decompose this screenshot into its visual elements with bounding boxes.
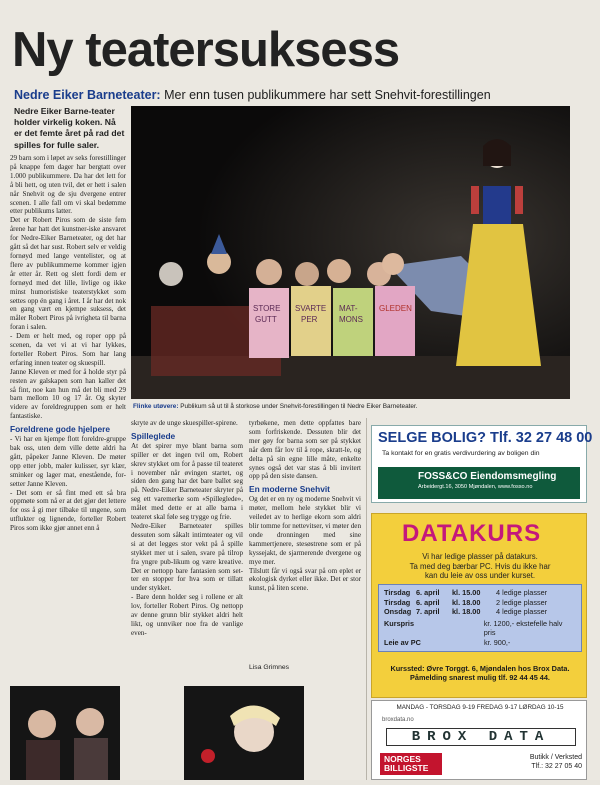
ad-datakurs-title: DATAKURS xyxy=(402,520,542,547)
price-label: Kurspris xyxy=(384,618,415,628)
schedule-time: kl. 18.00 xyxy=(452,607,481,617)
price-value: kr. 1200,- ekstefelle halv pris xyxy=(483,618,563,638)
ad-datakurs-signup: Påmelding snarest mulig tlf. 92 44 45 44. xyxy=(410,673,550,683)
stage-photo xyxy=(131,106,570,399)
schedule-day: Onsdag xyxy=(384,607,412,617)
schedule-seats: 2 ledige plasser xyxy=(496,597,548,607)
ad-brox-contact xyxy=(512,753,582,771)
ad-real-estate-logo xyxy=(378,467,580,499)
col3b-p2: Tilslutt får vi også svar på om eplet er økologisk dyrket eller ikke. Det er stor kunst, på liten scene. xyxy=(249,566,361,593)
col1b-p1: - Vi har en kjempe flott foreldre-gruppe bak oss, uten dem ville dette aldri ha gått, påpeker Janne Kleven. De møter opp etter jobb, maler kulisser, syr klær, sminker og lager mat, enestående, for-setter Janne Kleven. xyxy=(10,435,126,488)
photo-caption xyxy=(133,403,573,410)
article-column-3 xyxy=(249,419,361,593)
column-divider xyxy=(366,418,367,780)
headline: Ny teatersuksess xyxy=(12,23,400,77)
col2b-p1: At det spirer mye blant barna som spiller er det ingen tvil om, Robert skrev stykket om for å passe til teateret i november når øvingen startet, og siden den gang har det bare ballet seg på. Nedre-Eiker Barneteater skryter på seg ett varemerke som «Spilleglede», målet med dette er at alle barna i teateret skal føle seg trygge og frie. xyxy=(131,441,243,522)
ad-brox-hours: MANDAG - TORSDAG 9-19 FREDAG 9-17 LØRDAG 10-15 xyxy=(396,704,564,711)
sign-mat-mons: MAT- xyxy=(339,304,358,313)
bottom-left-photo-illustration xyxy=(10,686,120,780)
svg-text:PER: PER xyxy=(301,315,318,324)
ad-real-estate-brand: FOSS&CO Eiendomsmegling xyxy=(418,471,557,482)
article-column-1 xyxy=(10,154,126,533)
col3b-p1: Og det er en ny og moderne Snehvit vi møter, mellom hele stykket blir vi veiledet av to herlige ekorn som aldri blir tomme for nettevitser, vi møter den onde dronningen med sine kammertjenere, stesøstrene som er på kyssejakt, de sjarmerende dvergene og mye mer. xyxy=(249,495,361,566)
caption-lead: Flinke utøvere: xyxy=(133,403,179,410)
price-row xyxy=(384,619,576,638)
schedule-time: kl. 18.00 xyxy=(452,597,481,607)
ad-real-estate-text: Ta kontakt for en gratis verdivurdering av boligen din xyxy=(382,450,540,457)
schedule-seats: 4 ledige plasser xyxy=(496,588,548,597)
schedule-day: Tirsdag xyxy=(384,588,411,597)
ad-datakurs-intro xyxy=(378,552,582,581)
ad-brox-logo: BROX DATA xyxy=(386,728,576,746)
ad-real-estate[interactable] xyxy=(371,425,593,503)
col3-p1: tyrbøkene, men dette oppfattes bare som forfriskende. Dessuten blir det mer gøy for barna som ser på stykket når dem får lov til å rope, skratt-le, og delta på sin egne lille måte, enkelte synes også det var stas å bli invitert opp på den siste dansen. xyxy=(249,419,361,481)
col1-p2: Det er Robert Piros som de siste fem årene har hatt det kunstner-iske ansvaret for Nedre-Eiker Barneteater, og det har gått så det har sust. Robert selv er veldig fornøyd med lange ventelister, og at flere av publikummerne kommer igjen år etter år. Rett og slett fordi dem er fornøyd med det lille, livlige og ikke minst humoristiske teaterstykket som settes opp én gang i året. I år har det nok en gang vært en kjempe suksess, det måler Robert Piros på ivrigheta til barna foran i salen. xyxy=(10,216,126,332)
article-column-2 xyxy=(131,419,243,638)
schedule-date: 7. april xyxy=(416,607,440,617)
schedule-time: kl. 15.00 xyxy=(452,588,481,597)
col1-p4: Janne Kleven er med for å holde styr på resten av galskapen som han kaller det så fint, noe kan hun må det bli med 29 barn mellom 10 og 17 år. Og skyter videre av foreldregruppen som er helt fantastiske. xyxy=(10,367,126,421)
price-row xyxy=(384,638,576,648)
sign-svarte-per: SVARTE xyxy=(295,304,327,313)
deck: Mer enn tusen publikummere har sett Snehvit-forestillingen xyxy=(164,88,491,102)
ad-real-estate-address: Arbeidergt.16, 3050 Mjøndalen, www.fosso.no xyxy=(418,484,533,490)
col1-heading: Foreldrene gode hjelpere xyxy=(10,424,111,435)
ad-brox-shop: Butikk / Verksted xyxy=(529,754,582,761)
caption-text: Publikum så ut til å storkose under Snehvit-forestillingen til Nedre Eiker Barneteater. xyxy=(180,403,418,410)
schedule-row xyxy=(384,598,576,608)
svg-text:MONS: MONS xyxy=(339,315,363,324)
ad-datakurs-line2: Ta med deg bærbar PC. Hvis du ikke har xyxy=(409,561,551,571)
schedule-day: Tirsdag xyxy=(384,597,411,607)
ad-datakurs-line1: Vi har ledige plasser på datakurs. xyxy=(422,552,538,561)
kicker-line xyxy=(14,88,491,102)
price-label: Leie av PC xyxy=(384,637,421,647)
ad-datakurs-line3: kan du leie av oss under kurset. xyxy=(424,571,536,581)
kicker: Nedre Eiker Barneteater: xyxy=(14,88,161,102)
col3-heading: En moderne Snehvit xyxy=(249,484,330,495)
schedule-row xyxy=(384,588,576,598)
col1b-p2: - Det som er så fint med ett så bra oppmøte som nå er at det gjør det lettere for oss å gi mer tilbake til ungene, som utflukter og lignende, forteller Robert Piros som ikke gjør annet enn å xyxy=(10,488,126,533)
bottom-left-photo xyxy=(10,686,120,780)
ad-brox-url: broxdata.no xyxy=(382,717,414,723)
sign-store-gutt: STORE xyxy=(253,304,281,313)
schedule-date: 6. april xyxy=(416,597,440,607)
bottom-middle-photo-illustration xyxy=(184,686,304,780)
col2-heading: Spilleglede xyxy=(131,430,176,441)
col2-p1: skryte av de unge skuespiller-spirene. xyxy=(131,419,238,427)
sign-gleden: GLEDEN xyxy=(379,304,412,313)
ad-real-estate-headline: SELGE BOLIG? Tlf. 32 27 48 00 xyxy=(378,430,593,446)
schedule-seats: 4 ledige plasser xyxy=(496,607,548,617)
ad-datakurs[interactable] xyxy=(371,513,587,698)
col1-p3: - Dem er helt med, og roper opp på scenen, da vet vi at vi har lykkes, forteller Robert Piros. Som har lang erfaring innen teater og skuespill. xyxy=(10,332,126,367)
ad-brox-phone: Tlf.: 32 27 05 40 xyxy=(531,763,582,770)
col2b-p2: Nedre-Eiker Barneteater spilles dessuten som såkalt intimteater og vil si at det legges stor vekt på å spille stykket mer ut i salen, svare på tilrop fra yngre pub-likum og være kreative. Det er nettopp bare fantasien som set-ter en stopper for hva som er tillatt under stykket. xyxy=(131,521,243,593)
ad-datakurs-footer xyxy=(378,664,582,683)
schedule-date: 6. april xyxy=(416,588,440,597)
ad-datakurs-schedule xyxy=(378,584,582,652)
col2b-p3: - Bare denn holder seg i rollene er alt lov, forteller Robert Piros. Og nettopp av denne grunn blir stykket aldri helt likt, og unnviker noe fra de vanlige even- xyxy=(131,593,243,637)
byline: Lisa Grimnes xyxy=(249,664,290,671)
stage-photo-illustration xyxy=(131,106,570,399)
ad-datakurs-location: Kurssted: Øvre Torggt. 6, Mjøndalen hos Brox Data. xyxy=(390,664,570,673)
col1-p1: 29 barn som i løpet av seks forestillinger på knappe fem dager har bergtatt over 1.000 publikummere. Da har det lett for å bli hett, og uten tvil, det er hett i salen når Snehvit og de sju dvergene entrer scenen. I alle fall om vi skal bedømme etter publikums latter. xyxy=(10,154,126,216)
bottom-middle-photo xyxy=(184,686,304,780)
svg-text:GUTT: GUTT xyxy=(255,315,277,324)
lead-paragraph: Nedre Eiker Barne-teater holder virkelig koken. Nå er det femte året på rad det spilles for fulle saler. xyxy=(14,106,125,150)
price-value: kr. 900,- xyxy=(484,637,511,647)
ad-brox-data[interactable] xyxy=(371,700,587,780)
schedule-row xyxy=(384,607,576,617)
ad-brox-tagline: NORGES BILLIGSTE xyxy=(380,753,442,775)
